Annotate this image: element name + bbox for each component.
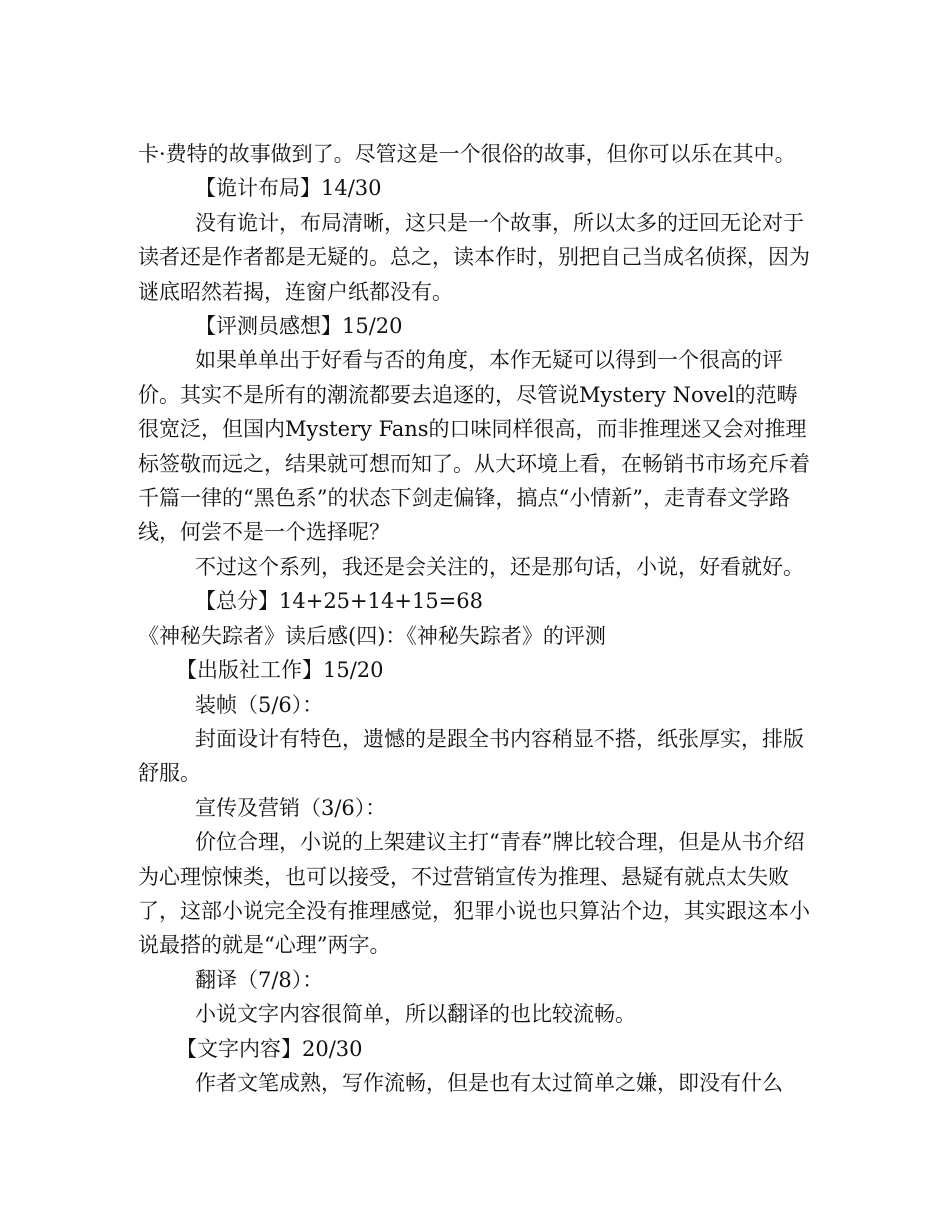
paragraph-marketing: 价位合理，小说的上架建议主打“青春”牌比较合理，但是从书介绍为心理惊悚类，也可以接受，不过营销宣传为推理、悬疑有就点太失败了，这部小说完全没有推理感觉，犯罪小说也只算沾个边，其实跟这本小说最搭的就是“心理”两字。 <box>138 830 810 958</box>
section-heading-text-content: 【文字内容】20/30 <box>176 1036 363 1061</box>
subheading-binding: 装帧（5/6）： <box>195 692 324 717</box>
article-title: 《神秘失踪者》读后感(四)：《神秘失踪者》的评测 <box>138 623 606 648</box>
section-heading-reviewer-thoughts: 【评测员感想】15/20 <box>195 314 403 339</box>
paragraph-translation: 小说文字内容很简单，所以翻译的也比较流畅。 <box>195 1002 636 1027</box>
paragraph-text-content: 作者文笔成熟，写作流畅，但是也有太过简单之嫌，即没有什么 <box>195 1070 783 1095</box>
section-heading-total-score: 【总分】14+25+14+15=68 <box>195 589 483 614</box>
section-heading-publisher-work: 【出版社工作】15/20 <box>176 658 384 683</box>
subheading-marketing: 宣传及营销（3/6）： <box>195 795 387 820</box>
paragraph-follow-series: 不过这个系列，我还是会关注的，还是那句话，小说，好看就好。 <box>195 554 804 579</box>
subheading-translation: 翻译（7/8）： <box>195 967 324 992</box>
section-heading-trick-layout: 【诡计布局】14/30 <box>195 176 382 201</box>
paragraph-continuation: 卡·费特的故事做到了。尽管这是一个很俗的故事，但你可以乐在其中。 <box>138 142 796 166</box>
paragraph-reviewer-thoughts: 如果单单出于好看与否的角度，本作无疑可以得到一个很高的评价。其实不是所有的潮流都要去追逐的，尽管说Mystery Novel的范畴很宽泛，但国内Mystery Fans的口味同样很高，而非推理迷又会对推理标签敬而远之，结果就可想而知了。从大环境上看，在畅销书市场充斥着千篇一律的“黑色系”的状态下剑走偏锋，搞点“小情新”，走青春文学路线，何尝不是一个选择呢？ <box>138 348 810 545</box>
paragraph-trick-layout: 没有诡计，布局清晰，这只是一个故事，所以太多的迂回无论对于读者还是作者都是无疑的。总之，读本作时，别把自己当成名侦探，因为谜底昭然若揭，连窗户纸都没有。 <box>138 210 810 304</box>
document-body <box>138 137 818 1100</box>
paragraph-binding: 封面设计有特色，遗憾的是跟全书内容稍显不搭，纸张厚实，排版舒服。 <box>138 726 804 786</box>
